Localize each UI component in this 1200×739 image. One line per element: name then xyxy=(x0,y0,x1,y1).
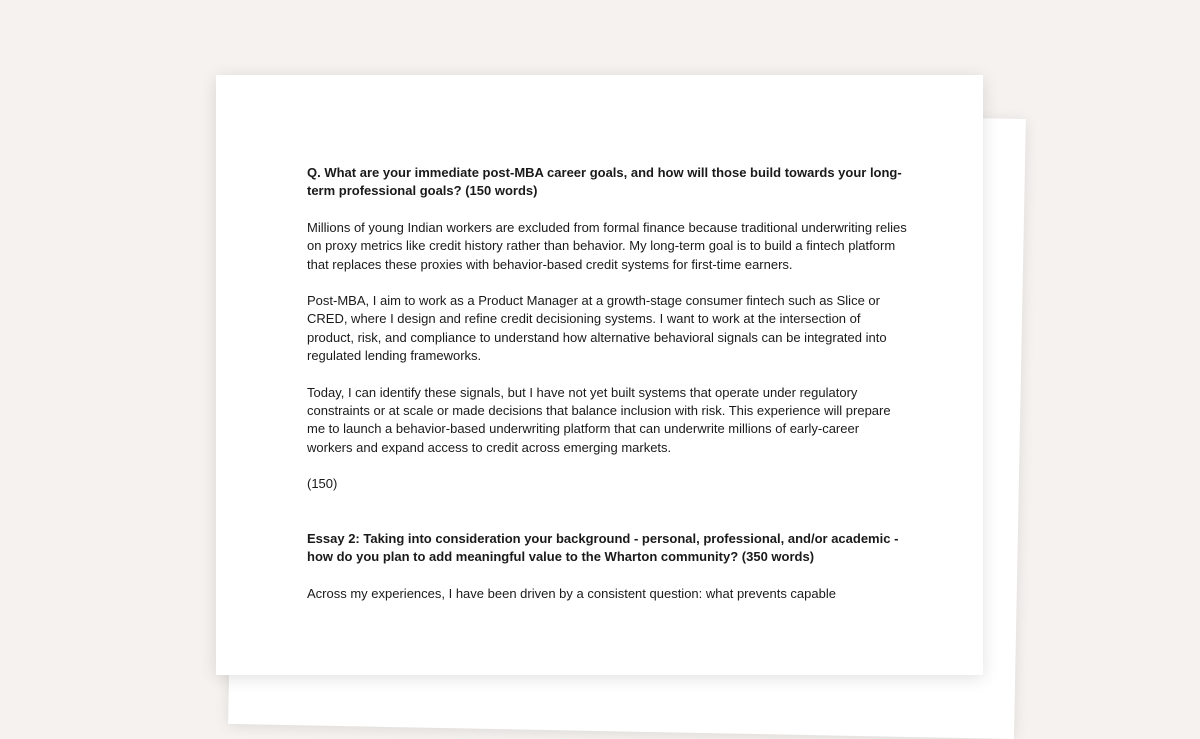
essay1-paragraph-2: Post-MBA, I aim to work as a Product Manager at a growth-stage consumer fintech such as Slice or CRED, where I design and refine credit decisioning systems. I want to work at the intersection of product, risk, and compliance to understand how alternative behavioral signals can be integrated into regulated lending frameworks. xyxy=(307,293,887,364)
essay1-word-count: (150) xyxy=(307,476,338,492)
document-content xyxy=(307,164,907,621)
document-page xyxy=(216,75,983,675)
essay2-question: Essay 2: Taking into consideration your background - personal, professional, and/or academic - how do you plan to add meaningful value to the Wharton community? (350 words) xyxy=(307,530,899,565)
essay1-question: Q. What are your immediate post-MBA career goals, and how will those build towards your long-term professional goals? (150 words) xyxy=(307,165,902,199)
essay1-paragraph-3: Today, I can identify these signals, but I have not yet built systems that operate under regulatory constraints or at scale or made decisions that balance inclusion with risk. This experience will prepare me to launch a behavior-based underwriting platform that can underwrite millions of early-career workers and expand access to credit across emerging markets. xyxy=(307,384,891,455)
essay2-paragraph-1: Across my experiences, I have been driven by a consistent question: what prevents capable xyxy=(307,585,836,601)
essay1-paragraph-1: Millions of young Indian workers are excluded from formal finance because traditional underwriting relies on proxy metrics like credit history rather than behavior. My long-term goal is to build a fintech platform that replaces these proxies with behavior-based credit systems for first-time earners. xyxy=(307,219,907,272)
